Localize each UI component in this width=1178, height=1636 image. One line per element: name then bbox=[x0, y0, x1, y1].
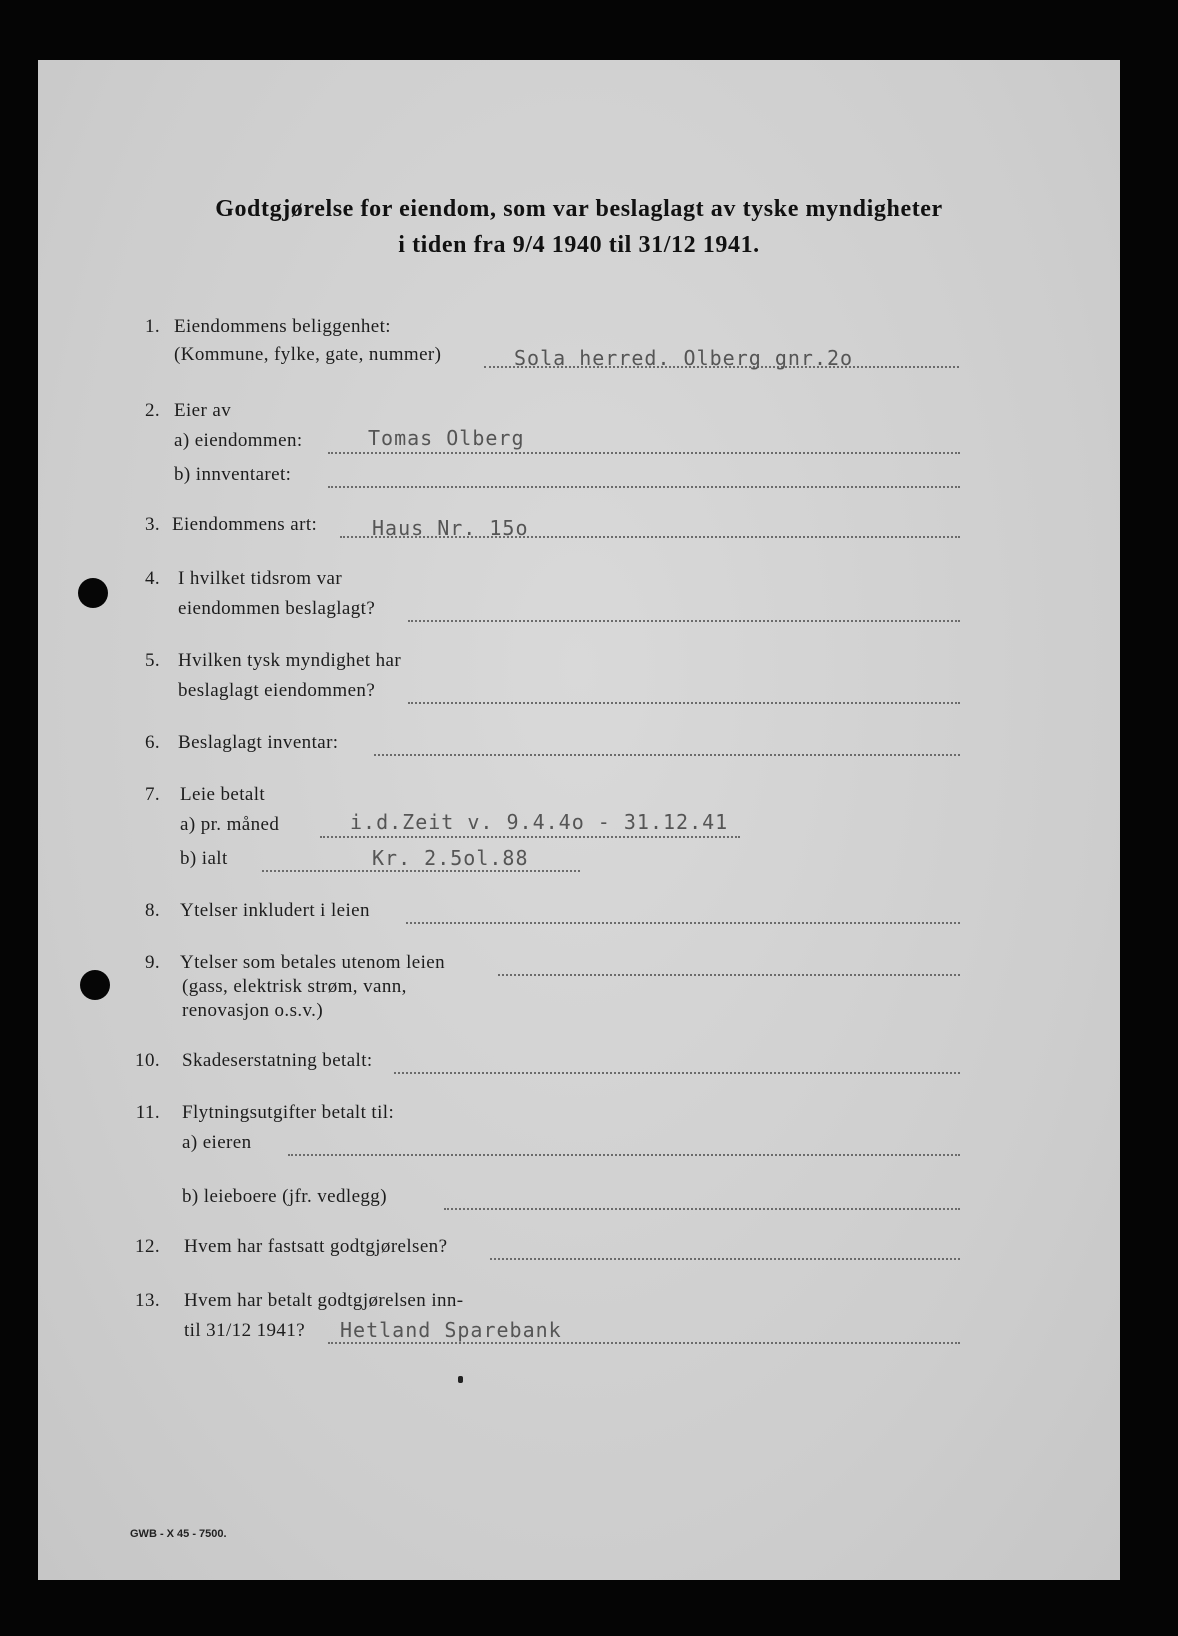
item-12-number: 12. bbox=[135, 1236, 160, 1257]
item-9-answer-line bbox=[498, 974, 960, 976]
form-title-line-2: i tiden fra 9/4 1940 til 31/12 1941. bbox=[398, 232, 760, 258]
form-title-line-1: Godtgjørelse for eiendom, som var beslaglagt av tyske myndigheter bbox=[215, 196, 943, 222]
item-7b-typed-value: Kr. 2.5ol.88 bbox=[372, 846, 529, 870]
item-7-number: 7. bbox=[144, 784, 160, 805]
item-1-label: Eiendommens beliggenhet: bbox=[174, 316, 391, 337]
item-9-number: 9. bbox=[144, 952, 160, 973]
item-3-number: 3. bbox=[144, 514, 160, 535]
item-11a-label: a) eieren bbox=[182, 1132, 252, 1153]
item-9-sublabel-2: renovasjon o.s.v.) bbox=[182, 1000, 324, 1021]
item-11b-answer-line bbox=[444, 1208, 960, 1210]
item-2b-answer-line bbox=[328, 486, 960, 488]
item-2-label: Eier av bbox=[174, 400, 232, 421]
item-13-label: Hvem har betalt godtgjørelsen inn- bbox=[184, 1290, 464, 1311]
item-7b-label: b) ialt bbox=[180, 848, 228, 869]
print-code-footer: GWB - X 45 - 7500. bbox=[130, 1528, 227, 1540]
item-10-label: Skadeserstatning betalt: bbox=[182, 1050, 373, 1071]
item-10-answer-line bbox=[394, 1072, 960, 1074]
item-6-label: Beslaglagt inventar: bbox=[178, 732, 339, 753]
item-4-label: I hvilket tidsrom var bbox=[178, 568, 343, 589]
item-9-label: Ytelser som betales utenom leien bbox=[180, 952, 446, 973]
item-4-sublabel: eiendommen beslaglagt? bbox=[178, 598, 376, 619]
item-1-number: 1. bbox=[144, 316, 160, 337]
item-5-answer-line bbox=[408, 702, 960, 704]
item-7a-typed-value: i.d.Zeit v. 9.4.4o - 31.12.41 bbox=[350, 810, 729, 834]
item-1-typed-value: Sola herred. Olberg gnr.2o bbox=[514, 346, 854, 370]
item-2-number: 2. bbox=[144, 400, 160, 421]
item-11b-label: b) leieboere (jfr. vedlegg) bbox=[182, 1186, 387, 1207]
punch-hole-lower bbox=[80, 970, 110, 1000]
item-2b-label: b) innventaret: bbox=[174, 464, 292, 485]
item-6-number: 6. bbox=[144, 732, 160, 753]
item-13-typed-value: Hetland Sparebank bbox=[340, 1318, 562, 1342]
punch-hole-upper bbox=[78, 578, 108, 608]
item-11-label: Flytningsutgifter betalt til: bbox=[182, 1102, 395, 1123]
item-7a-label: a) pr. måned bbox=[180, 814, 280, 835]
item-4-number: 4. bbox=[144, 568, 160, 589]
item-1-sublabel: (Kommune, fylke, gate, nummer) bbox=[174, 344, 442, 365]
item-8-label: Ytelser inkludert i leien bbox=[180, 900, 370, 921]
item-5-label: Hvilken tysk myndighet har bbox=[178, 650, 402, 671]
item-12-label: Hvem har fastsatt godtgjørelsen? bbox=[184, 1236, 448, 1257]
item-5-number: 5. bbox=[144, 650, 160, 671]
item-4-answer-line bbox=[408, 620, 960, 622]
item-12-answer-line bbox=[490, 1258, 960, 1260]
item-10-number: 10. bbox=[135, 1050, 160, 1071]
item-13-answer-line bbox=[328, 1342, 960, 1344]
item-13-number: 13. bbox=[135, 1290, 160, 1311]
item-7a-answer-line bbox=[320, 836, 740, 838]
item-13-sublabel: til 31/12 1941? bbox=[184, 1320, 306, 1341]
item-11a-answer-line bbox=[288, 1154, 960, 1156]
ink-speck bbox=[458, 1376, 463, 1383]
item-7b-answer-line bbox=[262, 870, 580, 872]
form-page bbox=[38, 60, 1120, 1580]
item-8-number: 8. bbox=[144, 900, 160, 921]
item-2a-typed-value: Tomas Olberg bbox=[368, 426, 525, 450]
item-6-answer-line bbox=[374, 754, 960, 756]
item-11-number: 11. bbox=[135, 1102, 160, 1123]
item-3-typed-value: Haus Nr. 15o bbox=[372, 516, 529, 540]
item-9-sublabel-1: (gass, elektrisk strøm, vann, bbox=[182, 976, 407, 997]
item-5-sublabel: beslaglagt eiendommen? bbox=[178, 680, 376, 701]
item-2a-label: a) eiendommen: bbox=[174, 430, 303, 451]
item-7-label: Leie betalt bbox=[180, 784, 266, 805]
item-8-answer-line bbox=[406, 922, 960, 924]
item-3-label: Eiendommens art: bbox=[172, 514, 318, 535]
item-2a-answer-line bbox=[328, 452, 960, 454]
